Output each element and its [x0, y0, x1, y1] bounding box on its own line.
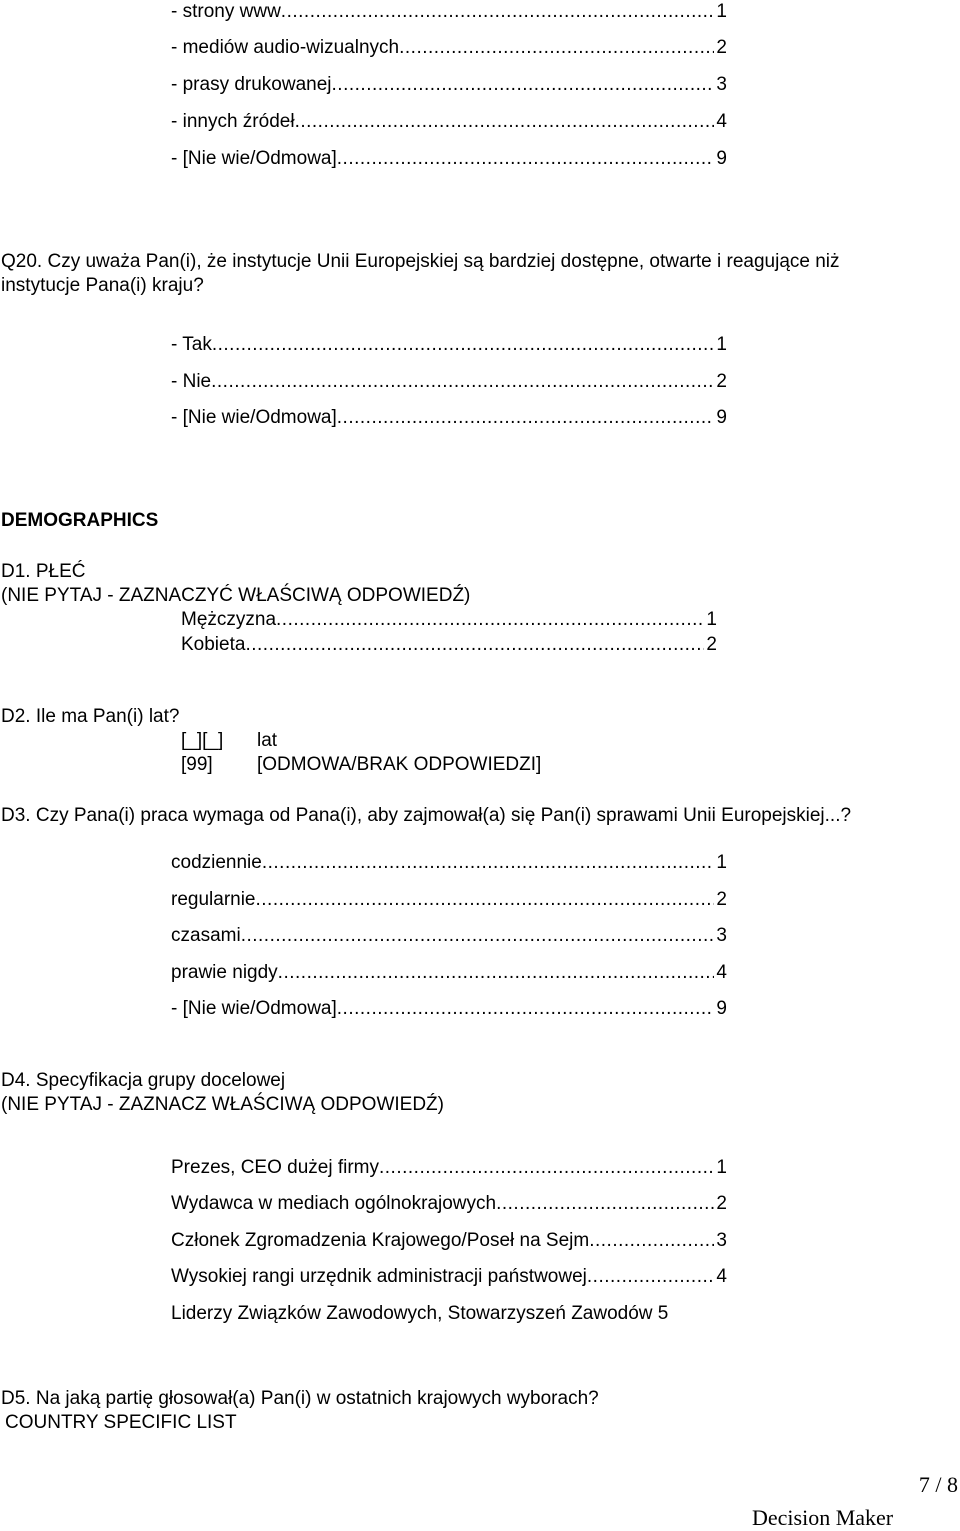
list-item: Członek Zgromadzenia Krajowego/Poseł na Sejm ..... 3: [171, 1229, 727, 1253]
d2-refusal-label: [ODMOWA/BRAK ODPOWIEDZI]: [257, 754, 542, 775]
list-item: Liderzy Związków Zawodowych, Stowarzyszeń Zawodów 5: [171, 1303, 669, 1324]
d2-age-code: [_][_]: [181, 730, 224, 751]
list-item: prawie nigdy ..... 4: [171, 961, 727, 985]
list-item: - mediów audio-wizualnych ..... 2: [171, 36, 727, 60]
list-item: Wysokiej rangi urzędnik administracji państwowej ..... 4: [171, 1265, 727, 1289]
page-number: 7 / 8: [918, 1472, 958, 1497]
list-item: Mężczyzna ..... 1: [181, 608, 717, 632]
q20-question-line1: Q20. Czy uważa Pan(i), że instytucje Unii Europejskiej są bardziej dostępne, otwarte i reagujące niż: [1, 251, 840, 272]
list-item: codziennie ..... 1: [171, 851, 727, 875]
list-item: - Tak ..... 1: [171, 333, 727, 357]
list-item: - Nie ..... 2: [171, 370, 727, 394]
list-item: - [Nie wie/Odmowa] ..... 9: [171, 147, 727, 171]
d2-age-label: lat: [257, 730, 278, 751]
list-item: - [Nie wie/Odmowa] ..... 9: [171, 997, 727, 1021]
list-item: Kobieta ..... 2: [181, 633, 717, 657]
d1-title: D1. PŁEĆ: [1, 561, 86, 582]
d2-refusal-code: [99]: [181, 754, 213, 775]
footer-brand: Decision Maker: [752, 1505, 894, 1530]
d4-instruction: (NIE PYTAJ - ZAZNACZ WŁAŚCIWĄ ODPOWIEDŹ): [1, 1094, 444, 1115]
d1-instruction: (NIE PYTAJ - ZAZNACZYĆ WŁAŚCIWĄ ODPOWIEDŹ): [1, 585, 471, 606]
list-item: - prasy drukowanej ..... 3: [171, 73, 727, 97]
d2-title: D2. Ile ma Pan(i) lat?: [1, 706, 180, 727]
q20-question-line2: instytucje Pana(i) kraju?: [1, 275, 204, 296]
d5-note: COUNTRY SPECIFIC LIST: [5, 1412, 237, 1433]
list-item: czasami ..... 3: [171, 924, 727, 948]
list-item: - innych źródeł ..... 4: [171, 110, 727, 134]
d4-title: D4. Specyfikacja grupy docelowej: [1, 1070, 286, 1091]
d5-title: D5. Na jaką partię głosował(a) Pan(i) w ostatnich krajowych wyborach?: [1, 1388, 599, 1409]
list-item: - strony www ..... 1: [171, 0, 727, 24]
section-heading: DEMOGRAPHICS: [1, 510, 159, 531]
list-item: - [Nie wie/Odmowa] ..... 9: [171, 406, 727, 430]
d3-title: D3. Czy Pana(i) praca wymaga od Pana(i), aby zajmował(a) się Pan(i) sprawami Unii Europejskiej...?: [1, 805, 852, 826]
list-item: Prezes, CEO dużej firmy ..... 1: [171, 1156, 727, 1180]
list-item: regularnie ..... 2: [171, 888, 727, 912]
list-item: Wydawca w mediach ogólnokrajowych ..... 2: [171, 1192, 727, 1216]
